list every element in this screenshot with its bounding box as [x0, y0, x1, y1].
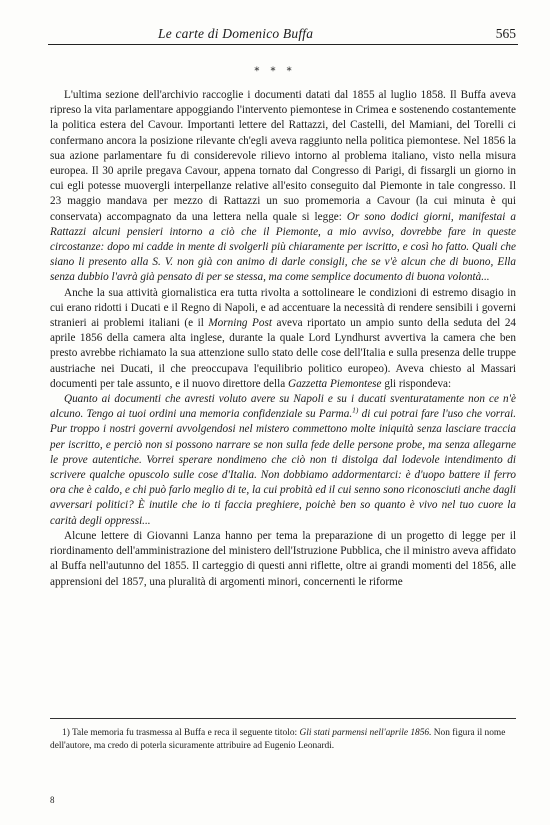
footnote — [50, 727, 516, 753]
text-run: Anche la sua attività giornalistica era tutta rivolta a sottolineare le condizioni di estremo disagio in cui erano ridotti i Ducati e il Regno di Napoli, e ad accentuare la necessità di rendere sensibili i governi stranieri ai problemi italiani (e il — [50, 286, 516, 330]
footnote-text: Non figura il nome dell'autore, ma credo di poterla sicuramente attribuire ad Eugenio Leonardi. — [50, 728, 506, 751]
printer-signature-mark: 8 — [50, 795, 55, 805]
paragraph — [50, 529, 516, 590]
quoted-text: Or sono dodici giorni, manifestai a Rattazzi alcuni pensieri intorno a ciò che il Piemonte, a mio avviso, dovrebbe fare in queste circostanze: dopo mi cadde in mente di svolgerli più chiaramente per iscritto, e così ho fatto. Quali che siano li presento alla S. V. non già con animo di darle consigli, che se v'è alcun che di buono, Ella senza dubbio l'avrà già pensato di per se stessa, ma come semplice documento di buona volontà... — [50, 210, 516, 284]
block-quote — [50, 392, 516, 529]
quoted-text: Quanto ai documenti che avresti voluto avere su Napoli e su i ducati sventuratamente non ce n'è alcuno. Tengo ai tuoi ordini una memoria confidenziale su Parma. — [50, 393, 516, 421]
text-run: gli rispondeva: — [381, 377, 452, 390]
text-run: aveva riportato un ampio sunto della seduta del 24 aprile 1856 della camera alta inglese, durante la quale Lord Lyndhurst avvertiva la camera che ben presto avrebbe richiamato la sua attenzione sullo stato delle cose dell'Italia e sulla presenza delle truppe austriache nei Ducati, il che preoccupava l'equilibrio politico europeo). Aveva chiesto al Massari documenti per tale assunto, e il nuovo direttore della — [50, 317, 517, 390]
paragraph — [50, 286, 516, 392]
running-title: Le carte di Domenico Buffa — [158, 26, 314, 41]
section-ornament: * * * — [254, 66, 296, 77]
newspaper-title: Morning Post — [208, 317, 272, 330]
footnote-area — [50, 718, 516, 753]
footnote-title: Gli stati parmensi nell'aprile 1856. — [299, 728, 432, 738]
quoted-text: di cui potrai fare l'uso che vorrai. Pur troppo i nostri governi avvolgendosi nel mistero commettono molte iniquità senza lasciare traccia per iscritto, e perciò non si possono narrare se non sulla fede delle persone probe, ma senza allegarne le prove autentiche. Vorrei sperare nondimeno che ciò non ti distolga dal lodevole intendimento di scrivere qualche opuscolo sulle cose d'Italia. Non dobbiamo addormentarci: è d'uopo battere il ferro ora che è caldo, e chi può farlo meglio di te, la cui probità ed il cui senno sono riconosciuti anche dagli avversari politici? È inutile che io ti faccia preghiere, poichè ben so quanto è vivo nel tuo cuore la carità degli oppressi... — [50, 408, 516, 527]
newspaper-title: Gazzetta Piemontese — [287, 377, 382, 390]
paragraph — [50, 88, 516, 286]
text-run: Alcune lettere di Giovanni Lanza hanno per tema la preparazione di un progetto di legge per il riordinamento dell'amministrazione del ministero dell'Istruzione Pubblica, che il ministro aveva affidato al Buffa nell'autunno del 1855. Il carteggio di questi anni riflette, oltre ai grandi momenti del 1856, alle apprensioni del 1857, una pluralità di argomenti minori, concernenti le riforme — [50, 529, 516, 588]
page-number: 565 — [495, 26, 516, 41]
text-run: L'ultima sezione dell'archivio raccoglie i documenti datati dal 1855 al luglio 1858. Il Buffa aveva ripreso la vita parlamentare appoggiando l'intervento piemontese in Crimea e sostenendo costantemente la politica estera del Cavour. Importanti lettere del Rattazzi, del Castelli, del Mamiani, del Torelli ci confermano ancora la posizione rilevante ch'egli aveva raggiunto nella politica piemontese. Nel 1856 la sua azione parlamentare fu di considerevole rilievo intorno al problema italiano, visto nella misura europea. Il 30 aprile pregava Cavour, appena tornato dal Congresso di Parigi, di fissargli un giorno in cui egli potesse muovergli interpellanze relative all'esito conseguito dal Piemonte in tale congresso. Il 23 maggio mandava per mezzo di Rattazzi un suo promemoria a Cavour (la cui minuta è qui conservata) accompagnato da una lettera nella quale si legge: — [50, 89, 516, 223]
footnote-reference: 1) — [352, 405, 359, 415]
body-text — [50, 88, 516, 590]
footnote-text: 1) Tale memoria fu trasmessa al Buffa e reca il seguente titolo: — [62, 728, 300, 738]
running-header — [48, 22, 518, 45]
